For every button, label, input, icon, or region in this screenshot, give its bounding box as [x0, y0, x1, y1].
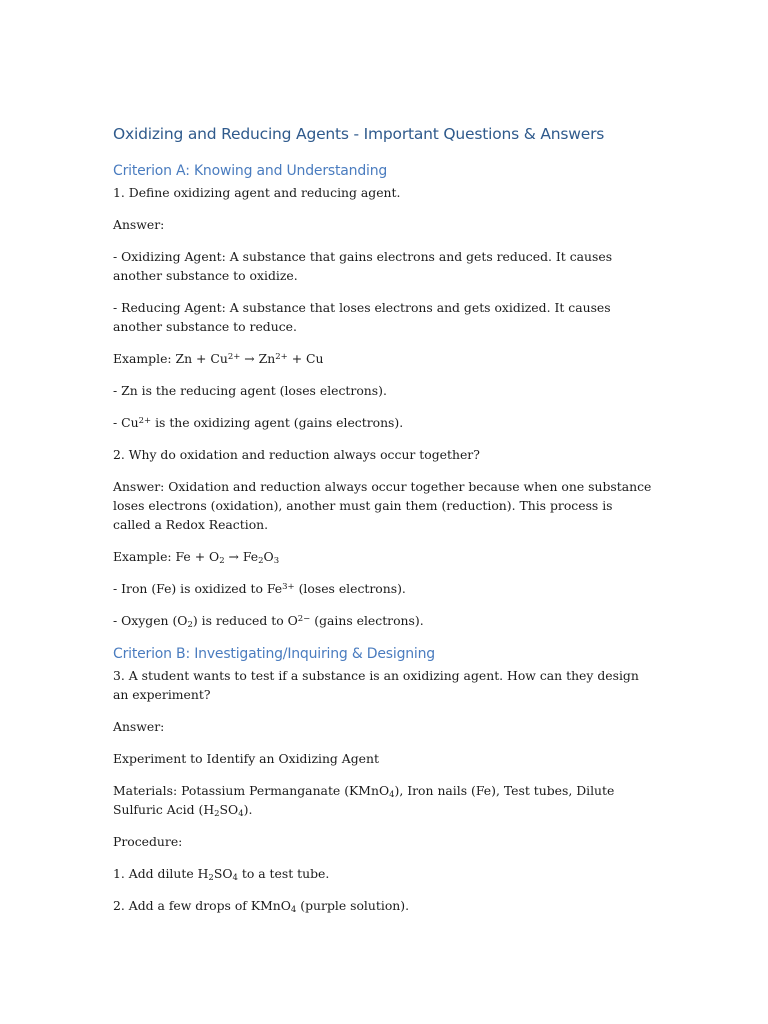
answer-label-3: Answer: — [113, 719, 165, 734]
iron-oxidized-line: - Iron (Fe) is oxidized to $Fe^{3+}$ (loses electrons). — [113, 581, 406, 596]
document-title: Oxidizing and Reducing Agents - Important Questions & Answers — [113, 125, 605, 143]
procedure-step-2: 2. Add a few drops of KMnO$_4$ (purple solution). — [113, 898, 410, 915]
experiment-title: Experiment to Identify an Oxidizing Agent — [113, 751, 379, 766]
oxidizing-agent-definition: - Oxidizing Agent: A substance that gains electrons and gets reduced. It causes another substance to oxidize. — [113, 249, 613, 283]
zn-reducing-agent-line: - Zn is the reducing agent (loses electrons). — [113, 383, 387, 398]
cu-oxidizing-agent-line: - $Cu^{2+}$ is the oxidizing agent (gains electrons). — [113, 415, 404, 430]
procedure-step-1: 1. Add dilute $H_2SO_4$ to a test tube. — [113, 866, 330, 883]
question-3: 3. A student wants to test if a substance is an oxidizing agent. How can they design an experiment? — [113, 668, 639, 702]
section-heading-criterion-b: Criterion B: Investigating/Inquiring & Designing — [113, 646, 435, 662]
materials-line: Materials: Potassium Permanganate (KMnO$_4$), Iron nails (Fe), Test tubes, Dilute Sulfuric Acid $(H_2SO_4)$. — [113, 783, 615, 819]
example-zn-cu: Example: $Zn + Cu^{2+} \to Zn^{2+} + Cu$ — [113, 351, 324, 366]
reducing-agent-definition: - Reducing Agent: A substance that loses electrons and gets oxidized. It causes another substance to reduce. — [113, 300, 611, 334]
question-2: 2. Why do oxidation and reduction always occur together? — [113, 447, 480, 462]
procedure-label: Procedure: — [113, 834, 183, 849]
example-fe-o2: Example: $Fe + O_2 \to Fe_2O_3$ — [113, 549, 280, 566]
document-page — [113, 122, 653, 928]
question-1: 1. Define oxidizing agent and reducing agent. — [113, 185, 401, 200]
oxygen-reduced-line: - Oxygen $(O_2)$ is reduced to $O^{2-}$ (gains electrons). — [113, 613, 424, 630]
answer-label-1: Answer: — [113, 217, 165, 232]
answer-2: Answer: Oxidation and reduction always occur together because when one substance loses electrons (oxidation), another must gain them (reduction). This process is called a Redox Reaction. — [113, 479, 652, 532]
section-heading-criterion-a: Criterion A: Knowing and Understanding — [113, 163, 388, 179]
